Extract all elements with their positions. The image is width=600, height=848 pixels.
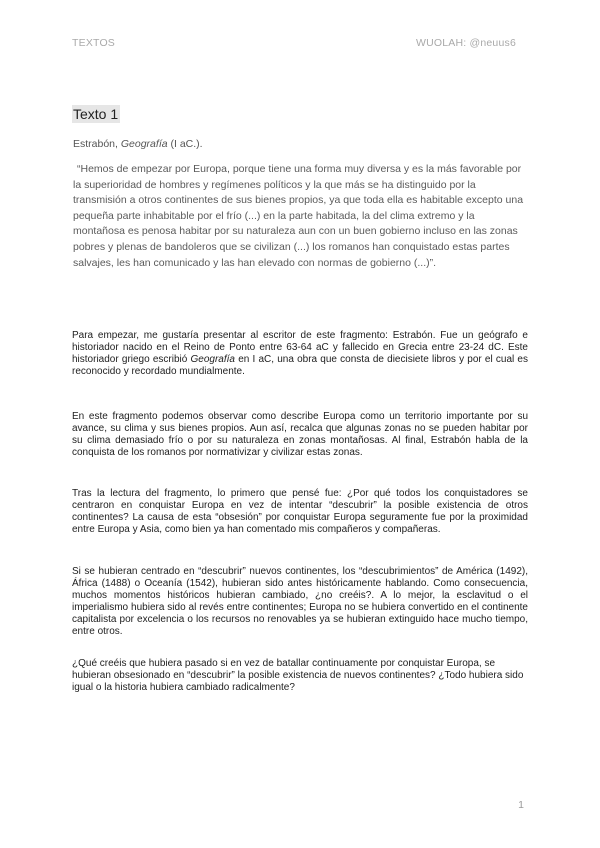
book-title: Geografía xyxy=(190,354,235,366)
document-title: Texto 1 xyxy=(73,106,119,122)
citation-author: Estrabón, xyxy=(73,138,121,150)
source-citation xyxy=(73,138,203,150)
paragraph-text: en I aC, una obra que consta de diecisiete libros y por el cual es reconocido y recordado mundialmente. xyxy=(72,354,528,378)
paragraph-question: ¿Qué creéis que hubiera pasado si en vez de batallar continuamente por conquistar Europa, se hubieran obsesionado en “descubrir” la posible existencia de nuevos continentes? ¿Todo hubiera sido igual o la historia hubiera cambiado radicalmente? xyxy=(72,658,524,694)
citation-date: (I aC.). xyxy=(167,138,203,150)
paragraph-text: Para empezar, me gustaría presentar al escritor de este fragmento: Estrabón. Fue un geógrafo e historiador nacido en el Reino de Ponto entre 63-64 aC y fallecido en Grecia entre 23-24 dC. Este historiador griego escribió xyxy=(72,330,528,366)
paragraph-summary: En este fragmento podemos observar como describe Europa como un territorio importante por su avance, su clima y sus bienes propios. Aun así, recalca que algunas zonas no se pueden habitar por su clima demasiado frío o por su naturaleza en zonas montañosas. Al final, Estrabón habla de la conquista de los romanos por normativizar y civilizar estas zonas. xyxy=(72,411,528,459)
paragraph-author-intro xyxy=(72,330,528,378)
header-author-label: WUOLAH: @neuus6 xyxy=(415,37,516,49)
page-number: 1 xyxy=(518,799,524,811)
paragraph-reflection: Tras la lectura del fragmento, lo primero que pensé fue: ¿Por qué todos los conquistadores se centraron en conquistar Europa en vez de intentar “descubrir” la posible existencia de otros continentes? La causa de esta “obsesión” por conquistar Europa seguramente fue por la proximidad entre Europa y Asia, como bien ya han comentado mis compañeros y compañeras. xyxy=(72,488,528,536)
paragraph-hypothesis: Si se hubieran centrado en “descubrir” nuevos continentes, los “descubrimientos” de América (1492), África (1488) o Oceanía (1542), hubieran sido antes históricamente hablando. Como consecuencia, muchos momentos históricos hubieran cambiado, ¿no creéis?. A lo mejor, la esclavitud o el imperialismo hubiera sido al revés entre continentes; Europa no se hubiera convertido en el continente capitalista por excelencia o los recursos no renovables ya se hubieran extinguido hace mucho tiempo, entre otros. xyxy=(72,566,528,638)
source-quote: “Hemos de empezar por Europa, porque tiene una forma muy diversa y es la más favorable por la superioridad de hombres y regímenes políticos y la que más se ha distinguido por la transmisión a otros continentes de sus bienes propios, ya que toda ella es habitable excepto una pequeña parte inhabitable por el frío (...) en la parte habitada, la del clima extremo y la montañosa es penosa habitar por su naturaleza aun con un buen gobierno incluso en las zonas pobres y plenas de bandoleros que se civilizan (...) los romanos han conquistado estas partes salvajes, les han comunicado y las han elevado con normas de gobierno (...)”. xyxy=(73,163,524,269)
header-section-label: TEXTOS xyxy=(72,37,116,49)
citation-work: Geografía xyxy=(120,138,168,150)
